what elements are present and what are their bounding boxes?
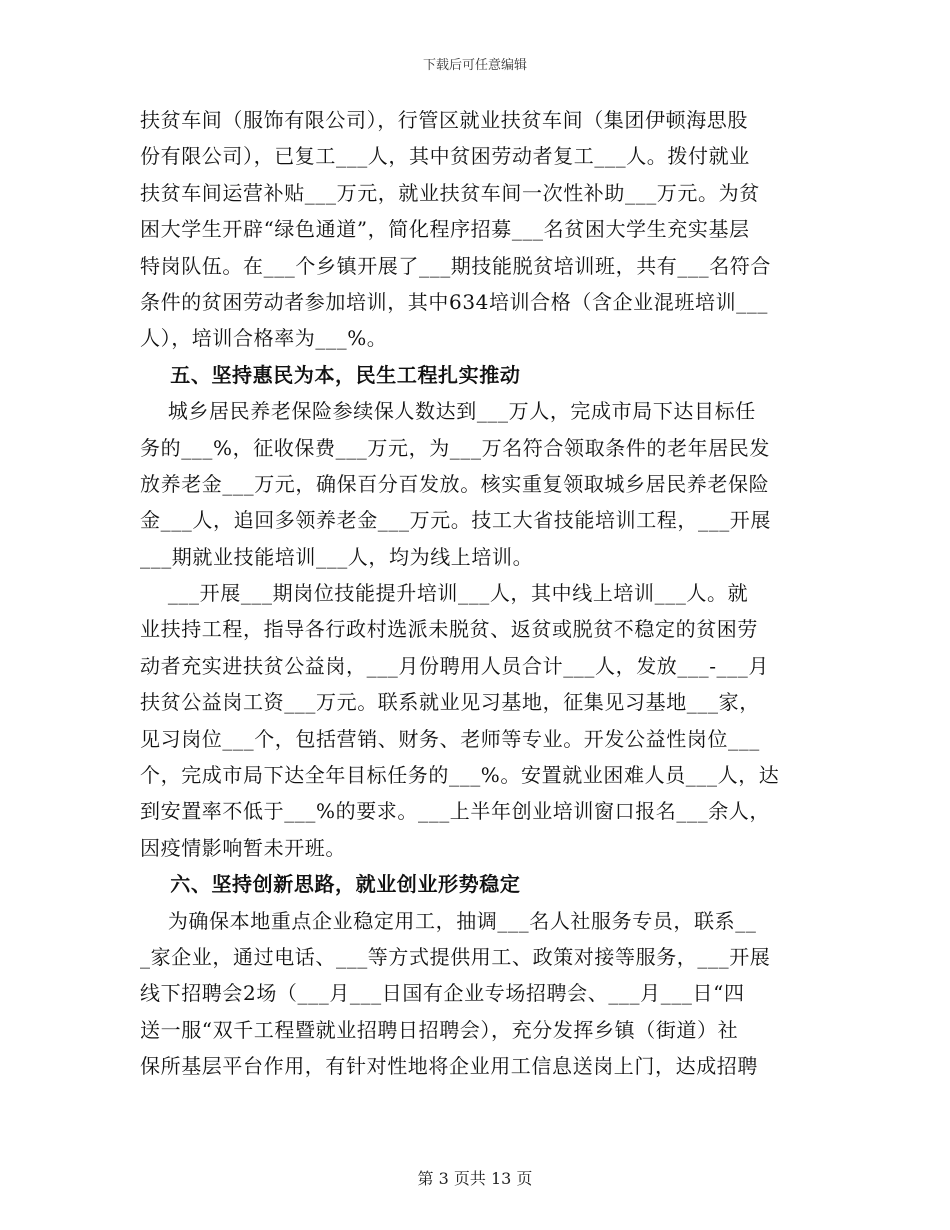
paragraph-line: 见习岗位___个，包括营销、财务、老师等专业。开发公益性岗位___ bbox=[140, 726, 760, 751]
paragraph-line: 因疫情影响暂未开班。 bbox=[140, 835, 346, 860]
paragraph-line: 到安置率不低于___%的要求。___上半年创业培训窗口报名___余人， bbox=[140, 799, 771, 824]
paragraph-line: _家企业，通过电话、___等方式提供用工、政策对接等服务，___开展 bbox=[140, 944, 771, 969]
paragraph-line: ___期就业技能培训___人，均为线上培训。 bbox=[140, 544, 534, 569]
paragraph-line: 业扶持工程，指导各行政村选派未脱贫、返贫或脱贫不稳定的贫困劳 bbox=[140, 617, 758, 642]
page-footer: 第 3 页共 13 页 bbox=[417, 1169, 533, 1188]
section-heading: 六、坚持创新思路，就业创业形势稳定 bbox=[140, 872, 521, 897]
page-header: 下载后可任意编辑 bbox=[422, 58, 527, 73]
paragraph-line: 金___人，追回多领养老金___万元。技工大省技能培训工程，___开展 bbox=[140, 508, 771, 533]
paragraph-line: 特岗队伍。在___个乡镇开展了___期技能脱贫培训班，共有___名符合 bbox=[140, 253, 771, 278]
paragraph-line: 扶贫车间（服饰有限公司），行管区就业扶贫车间（集团伊顿海思股 bbox=[140, 108, 748, 132]
paragraph-line: 务的___%，征收保费___万元，为___万名符合领取条件的老年居民发 bbox=[140, 435, 771, 460]
paragraph-line: 条件的贫困劳动者参加培训，其中634培训合格（含企业混班培训___ bbox=[140, 289, 768, 314]
paragraph-line: 人），培训合格率为___%。 bbox=[140, 326, 388, 351]
paragraph-line: 为确保本地重点企业稳定用工，抽调___名人社服务专员，联系__ bbox=[140, 908, 757, 933]
paragraph-line: 放养老金___万元，确保百分百发放。核实重复领取城乡居民养老保险 bbox=[140, 471, 770, 496]
paragraph-line: 城乡居民养老保险参续保人数达到___万人，完成市局下达目标任 bbox=[140, 399, 756, 424]
paragraph-line: 动者充实进扶贫公益岗，___月份聘用人员合计___人，发放___-___月 bbox=[140, 653, 769, 678]
paragraph-line: 扶贫公益岗工资___万元。联系就业见习基地，征集见习基地___家， bbox=[140, 690, 760, 715]
paragraph-line: 扶贫车间运营补贴___万元，就业扶贫车间一次性补助___万元。为贫 bbox=[140, 180, 760, 205]
paragraph-line: 保所基层平台作用，有针对性地将企业用工信息送岗上门，达成招聘 bbox=[140, 1054, 758, 1079]
paragraph-line: 份有限公司），已复工___人，其中贫困劳动者复工___人。拨付就业 bbox=[140, 144, 750, 169]
paragraph-line: 困大学生开辟“绿色通道”，简化程序招募___名贫困大学生充实基层 bbox=[140, 217, 750, 242]
paragraph-line: 线下招聘会2场（___月___日国有企业专场招聘会、___月___日“四 bbox=[140, 981, 745, 1006]
paragraph-line: ___开展___期岗位技能提升培训___人，其中线上培训___人。就 bbox=[140, 581, 749, 606]
paragraph-line: 个，完成市局下达全年目标任务的___%。安置就业困难人员___人，达 bbox=[140, 763, 780, 788]
paragraph-line: 送一服“双千工程暨就业招聘日招聘会），充分发挥乡镇（街道）社 bbox=[140, 1017, 739, 1042]
document-body bbox=[140, 102, 815, 1085]
section-heading: 五、坚持惠民为本，民生工程扎实推动 bbox=[140, 362, 521, 387]
